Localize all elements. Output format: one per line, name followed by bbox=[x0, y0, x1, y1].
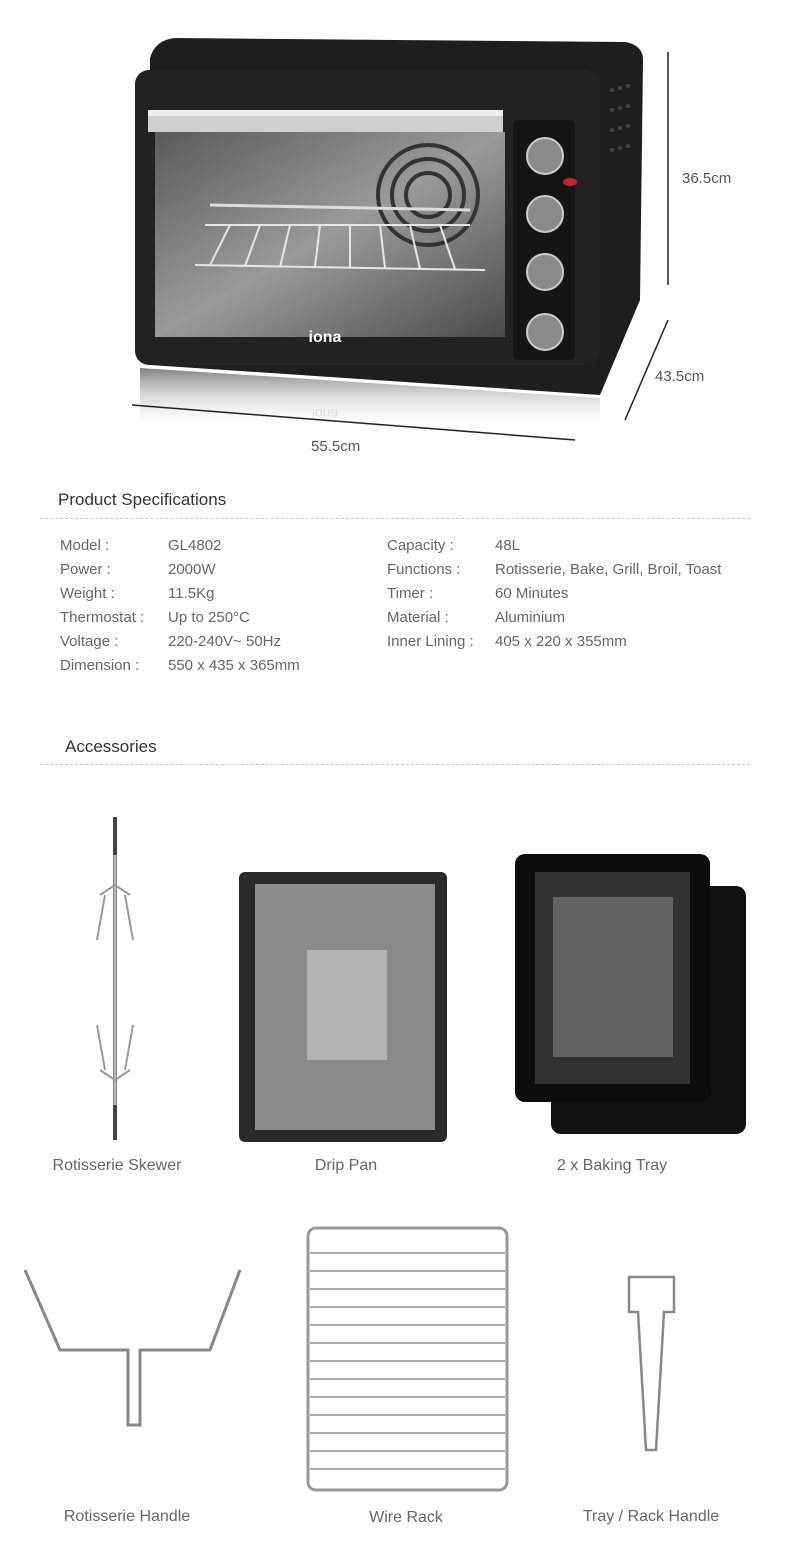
depth-dimension: 43.5cm bbox=[655, 368, 705, 385]
rotisserie-skewer-image bbox=[85, 815, 145, 1145]
spec-row bbox=[387, 585, 767, 609]
spec-label: Weight : bbox=[60, 585, 115, 602]
accessories-title: Accessories bbox=[65, 737, 157, 756]
wire-rack-image bbox=[305, 1225, 510, 1493]
specs-divider bbox=[40, 518, 750, 519]
spec-row bbox=[60, 585, 360, 609]
spec-row bbox=[387, 633, 767, 657]
specs-title: Product Specifications bbox=[58, 490, 227, 509]
spec-label: Material : bbox=[387, 609, 449, 626]
accessory-label: Rotisserie Skewer bbox=[52, 1157, 182, 1174]
accessory-label: Wire Rack bbox=[369, 1509, 443, 1526]
rotisserie-handle-image bbox=[20, 1265, 245, 1435]
spec-label: Dimension : bbox=[60, 657, 140, 674]
spec-value: Rotisserie, Bake, Grill, Broil, Toast bbox=[495, 561, 722, 578]
svg-text:iona: iona bbox=[311, 406, 339, 422]
spec-row bbox=[60, 537, 360, 561]
height-dimension: 36.5cm bbox=[682, 170, 732, 187]
spec-label: Functions : bbox=[387, 561, 461, 578]
spec-label: Inner Lining : bbox=[387, 633, 474, 650]
spec-row bbox=[60, 561, 360, 585]
oven-illustration bbox=[0, 0, 790, 470]
spec-value: 405 x 220 x 355mm bbox=[495, 633, 627, 650]
spec-value: 220-240V~ 50Hz bbox=[168, 633, 281, 650]
spec-row bbox=[387, 561, 767, 585]
width-dimension: 55.5cm bbox=[311, 438, 361, 455]
spec-row bbox=[387, 537, 767, 561]
spec-row bbox=[60, 633, 360, 657]
svg-text:iona: iona bbox=[308, 329, 342, 346]
spec-label: Voltage : bbox=[60, 633, 119, 650]
accessory-label: Drip Pan bbox=[314, 1157, 378, 1174]
spec-label: Capacity : bbox=[387, 537, 454, 554]
spec-value: 550 x 435 x 365mm bbox=[168, 657, 300, 674]
specs-left-column bbox=[60, 537, 360, 681]
spec-row bbox=[60, 609, 360, 633]
spec-row bbox=[60, 657, 360, 681]
accessory-label: Tray / Rack Handle bbox=[582, 1508, 720, 1525]
accessories-divider bbox=[40, 764, 750, 765]
spec-value: Up to 250°C bbox=[168, 609, 250, 626]
specs-right-column bbox=[387, 537, 767, 657]
spec-value: Aluminium bbox=[495, 609, 566, 626]
spec-label: Power : bbox=[60, 561, 111, 578]
spec-row bbox=[387, 609, 767, 633]
spec-value: 2000W bbox=[168, 561, 216, 578]
drip-pan-image bbox=[237, 870, 449, 1145]
accessory-label: Rotisserie Handle bbox=[63, 1508, 191, 1525]
accessory-label: 2 x Baking Tray bbox=[556, 1157, 668, 1174]
spec-label: Timer : bbox=[387, 585, 434, 602]
tray-rack-handle-image bbox=[624, 1272, 679, 1457]
baking-tray-image bbox=[513, 852, 748, 1137]
spec-value: 11.5Kg bbox=[168, 585, 215, 602]
spec-label: Thermostat : bbox=[60, 609, 145, 626]
spec-value: 48L bbox=[495, 537, 521, 554]
spec-value: 60 Minutes bbox=[495, 585, 569, 602]
spec-label: Model : bbox=[60, 537, 110, 554]
spec-value: GL4802 bbox=[168, 537, 222, 554]
